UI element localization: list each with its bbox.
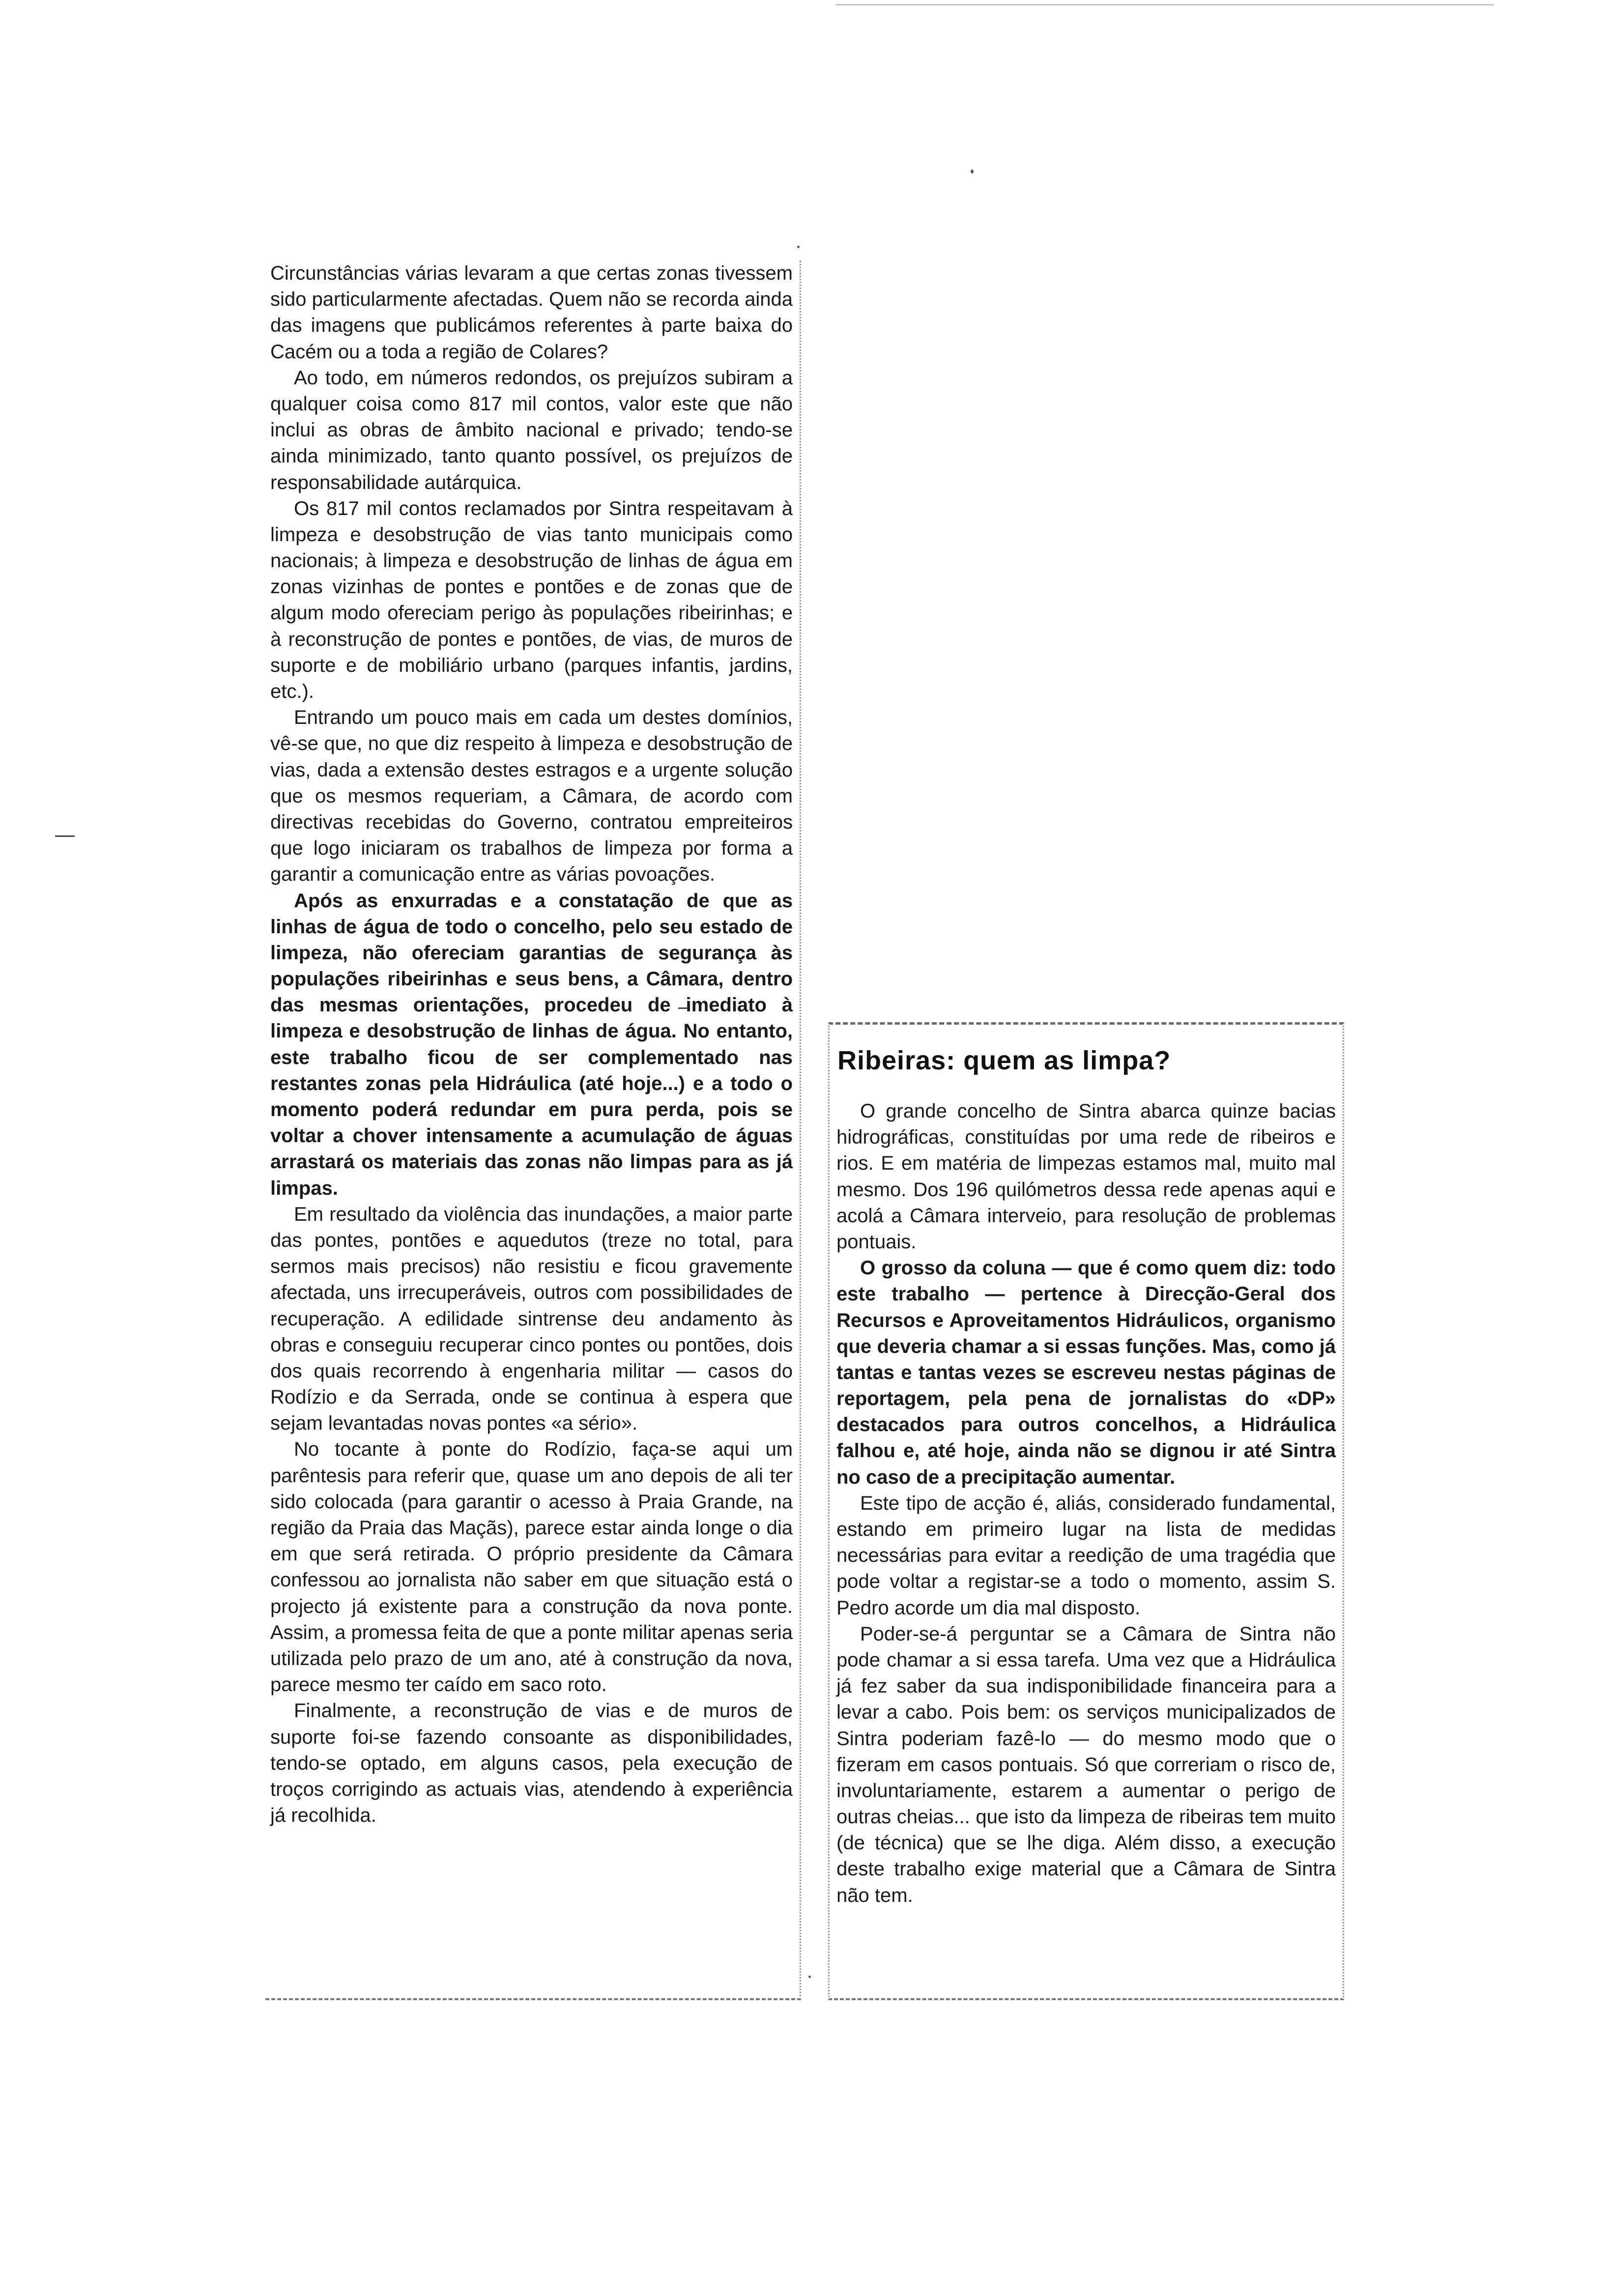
article-paragraph: Após as enxurradas e a constatação de que as linhas de água de todo o concelho, pelo seu estado de limpeza, não ofereciam garantias de segurança às populações ribeirinhas e seus bens, a Câmara, dentro das mesmas orientações, procedeu de imediato à limpeza e desobstrução de linhas de água. No entanto, este trabalho ficou de ser complementado nas restantes zonas pela Hidráulica (até hoje...) e a todo o momento poderá redundar em pura perda, pois se voltar a chover intensamente a acumulação de águas arrastará os materiais das zonas não limpas para as já limpas.: [270, 890, 793, 1199]
article-clipping-left: [265, 260, 801, 2000]
scan-speck: [808, 1976, 811, 1978]
article-paragraph: Em resultado da violência das inundações, a maior parte das pontes, pontões e aquedutos (treze no total, para sermos mais precisos) não resistiu e ficou gravemente afectada, uns irrecuperáveis, outros com possibilidades de recuperação. A edilidade sintrense deu andamento às obras e conseguiu recuperar cinco pontes ou pontões, dois dos quais recorrendo à engenharia militar — casos do Rodízio e da Serrada, onde se continua à espera que sejam levantadas novas pontes «a sério».: [270, 1203, 793, 1435]
sidebar-body: [836, 1098, 1336, 1909]
article-body: [270, 260, 793, 1829]
sidebar-clipping: [828, 1022, 1344, 2000]
scan-speck: [971, 170, 974, 173]
scan-speck: [797, 246, 800, 248]
sidebar-headline: Ribeiras: quem as limpa?: [837, 1046, 1171, 1075]
sidebar-paragraph: Poder-se-á perguntar se a Câmara de Sintra não pode chamar a si essa tarefa. Uma vez que a Hidráulica já fez saber da sua indisponibilidade financeira para a levar a cabo. Pois bem: os serviços municipalizados de Sintra poderiam fazê-lo — do mesmo modo que o fizeram em casos pontuais. Só que correriam o risco de, involuntariamente, estarem a aumentar o perigo de outras cheias... que isto da limpeza de ribeiras tem muito (de técnica) que se lhe diga. Além disso, a execução deste trabalho exige material que a Câmara de Sintra não tem.: [836, 1623, 1336, 1906]
sidebar-paragraph: Este tipo de acção é, aliás, considerado fundamental, estando em primeiro lugar na lista de medidas necessárias para evitar a reedição de uma tragédia que pode voltar a registar-se a todo o momento, assim S. Pedro acorde um dia mal disposto.: [836, 1492, 1336, 1619]
article-paragraph: Circunstâncias várias levaram a que certas zonas tivessem sido particularmente afectadas. Quem não se recorda ainda das imagens que publicámos referentes à parte baixa do Cacém ou a toda a região de Colares?: [270, 262, 793, 363]
sidebar-paragraph: O grosso da coluna — que é como quem diz: todo este trabalho — pertence à Direcção-Geral dos Recursos e Aproveitamentos Hidráulicos, organismo que deveria chamar a si essas funções. Mas, como já tantas e tantas vezes se escreveu nestas páginas de reportagem, pela pena de jornalistas do «DP» destacados para outros concelhos, a Hidráulica falhou e, até hoje, ainda não se dignou ir até Sintra no caso de a precipitação aumentar.: [836, 1257, 1336, 1488]
sidebar-paragraph: O grande concelho de Sintra abarca quinze bacias hidrográficas, constituídas por uma rede de ribeiros e rios. E em matéria de limpezas estamos mal, muito mal mesmo. Dos 196 quilómetros dessa rede apenas aqui e acolá a Câmara interveio, para resolução de problemas pontuais.: [836, 1100, 1336, 1253]
article-paragraph: Ao todo, em números redondos, os prejuízos subiram a qualquer coisa como 817 mil contos, valor este que não inclui as obras de âmbito nacional e privado; tendo-se ainda minimizado, tanto quanto possível, os prejuízos de responsabilidade autárquica.: [270, 367, 793, 493]
article-paragraph: Finalmente, a reconstrução de vias e de muros de suporte foi-se fazendo consoante as disponibilidades, tendo-se optado, em alguns casos, pela execução de troços corrigindo as actuais vias, atendendo à experiência já recolhida.: [270, 1700, 793, 1827]
top-edge-rule: [835, 4, 1494, 5]
article-paragraph: Os 817 mil contos reclamados por Sintra respeitavam à limpeza e desobstrução de vias tanto municipais como nacionais; à limpeza e desobstrução de linhas de água em zonas vizinhas de pontes e pontões e de zonas que de algum modo ofereciam perigo às populações ribeirinhas; e à reconstrução de pontes e pontões, de vias, de muros de suporte e de mobiliário urbano (parques infantis, jardins, etc.).: [270, 497, 793, 702]
article-paragraph: No tocante à ponte do Rodízio, faça-se aqui um parêntesis para referir que, quase um ano depois de ali ter sido colocada (para garantir o acesso à Praia Grande, na região da Praia das Maçãs), parece estar ainda longe o dia em que será retirada. O próprio presidente da Câmara confessou ao jornalista não saber em que situação está o projecto já existente para a construção da nova ponte. Assim, a promessa feita de que a ponte militar apenas seria utilizada pelo prazo de um ano, até à construção da nova, parece mesmo ter caído em saco roto.: [270, 1438, 793, 1696]
article-paragraph: Entrando um pouco mais em cada um destes domínios, vê-se que, no que diz respeito à limpeza e desobstrução de vias, dada a extensão destes estragos e a urgente solução que os mesmos requeriam, a Câmara, de acordo com directivas recebidas do Governo, contratou empreiteiros que logo iniciaram os trabalhos de limpeza por forma a garantir a comunicação entre as várias povoações.: [270, 707, 793, 886]
scan-edge-mark: [55, 835, 75, 837]
